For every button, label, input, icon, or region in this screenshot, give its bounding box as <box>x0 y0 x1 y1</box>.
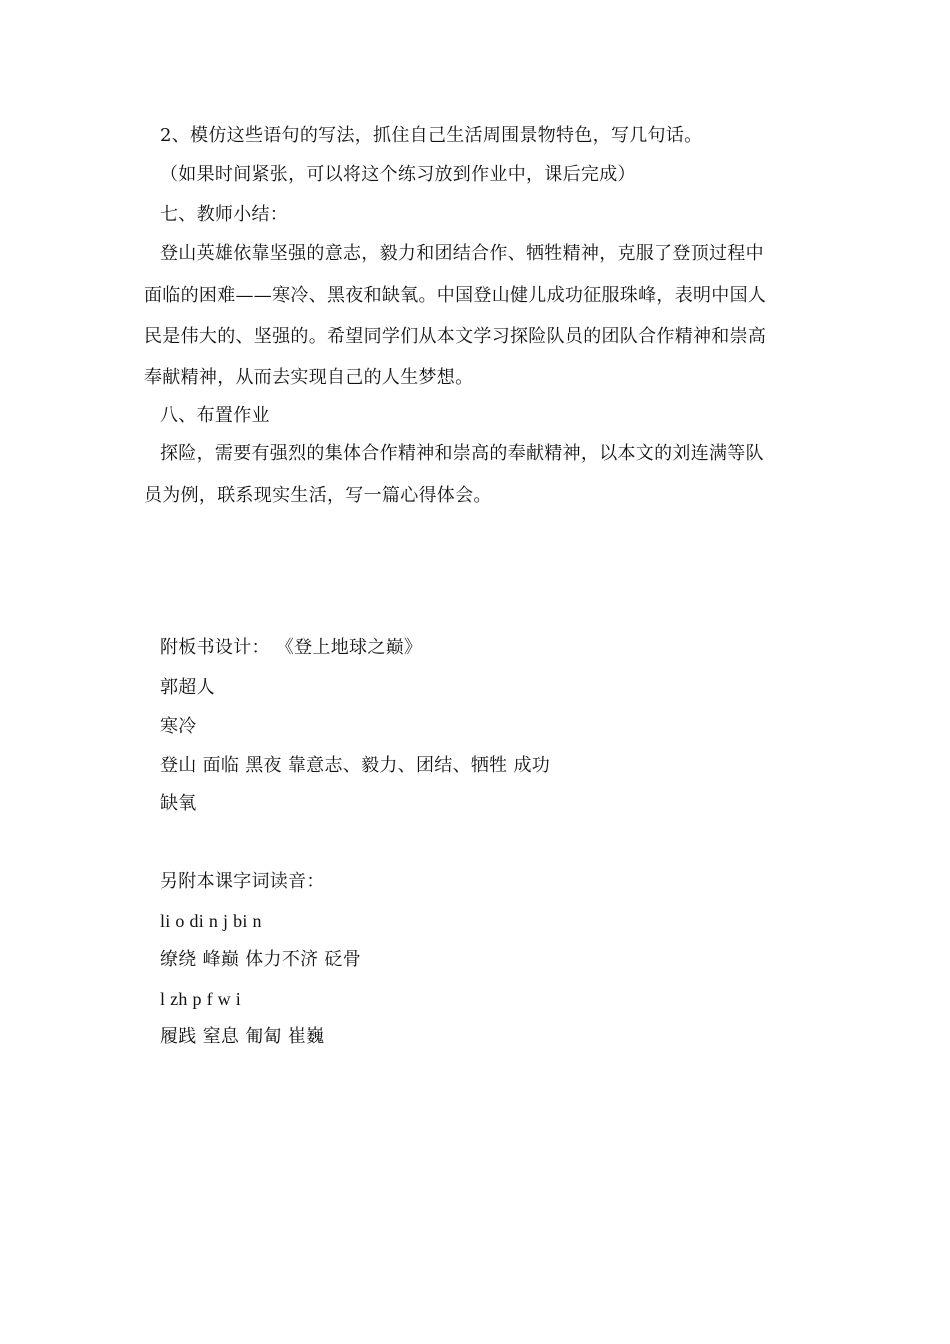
board-design-title: 附板书设计： 《登上地球之巅》 <box>160 637 423 658</box>
homework-line-1: 探险，需要有强烈的集体合作精神和崇高的奉献精神，以本文的刘连满等队 <box>160 443 764 464</box>
pronunciation-pinyin-1: li o di n j bi n <box>160 911 262 931</box>
board-design-row-2: 登山 面临 黑夜 靠意志、毅力、团结、牺牲 成功 <box>160 755 551 776</box>
pronunciation-pinyin-2: l zh p f w i <box>160 989 242 1009</box>
summary-heading: 七、教师小结： <box>160 204 289 225</box>
pronunciation-words-2: 履践 窒息 匍匐 崔巍 <box>160 1026 325 1047</box>
pronunciation-words-1: 缭绕 峰巅 体力不济 砭骨 <box>160 949 362 970</box>
practice-note: （如果时间紧张，可以将这个练习放到作业中，课后完成） <box>160 164 636 185</box>
summary-line-4: 奉献精神，从而去实现自己的人生梦想。 <box>144 367 474 388</box>
summary-line-3: 民是伟大的、坚强的。希望同学们从本文学习探险队员的团队合作精神和崇高 <box>144 326 767 347</box>
board-design-row-3: 缺氧 <box>160 793 197 814</box>
homework-heading: 八、布置作业 <box>160 405 270 426</box>
practice-item-2: 2、模仿这些语句的写法，抓住自己生活周围景物特色，写几句话。 <box>160 125 703 146</box>
summary-line-1: 登山英雄依靠坚强的意志，毅力和团结合作、牺牲精神，克服了登顶过程中 <box>160 243 764 264</box>
board-design-row-1: 寒冷 <box>160 716 197 737</box>
homework-line-2: 员为例，联系现实生活，写一篇心得体会。 <box>144 485 492 506</box>
summary-line-2: 面临的困难——寒冷、黑夜和缺氧。中国登山健儿成功征服珠峰，表明中国人 <box>144 285 767 306</box>
pronunciation-title: 另附本课字词读音： <box>160 871 325 892</box>
board-design-author: 郭超人 <box>160 677 215 698</box>
